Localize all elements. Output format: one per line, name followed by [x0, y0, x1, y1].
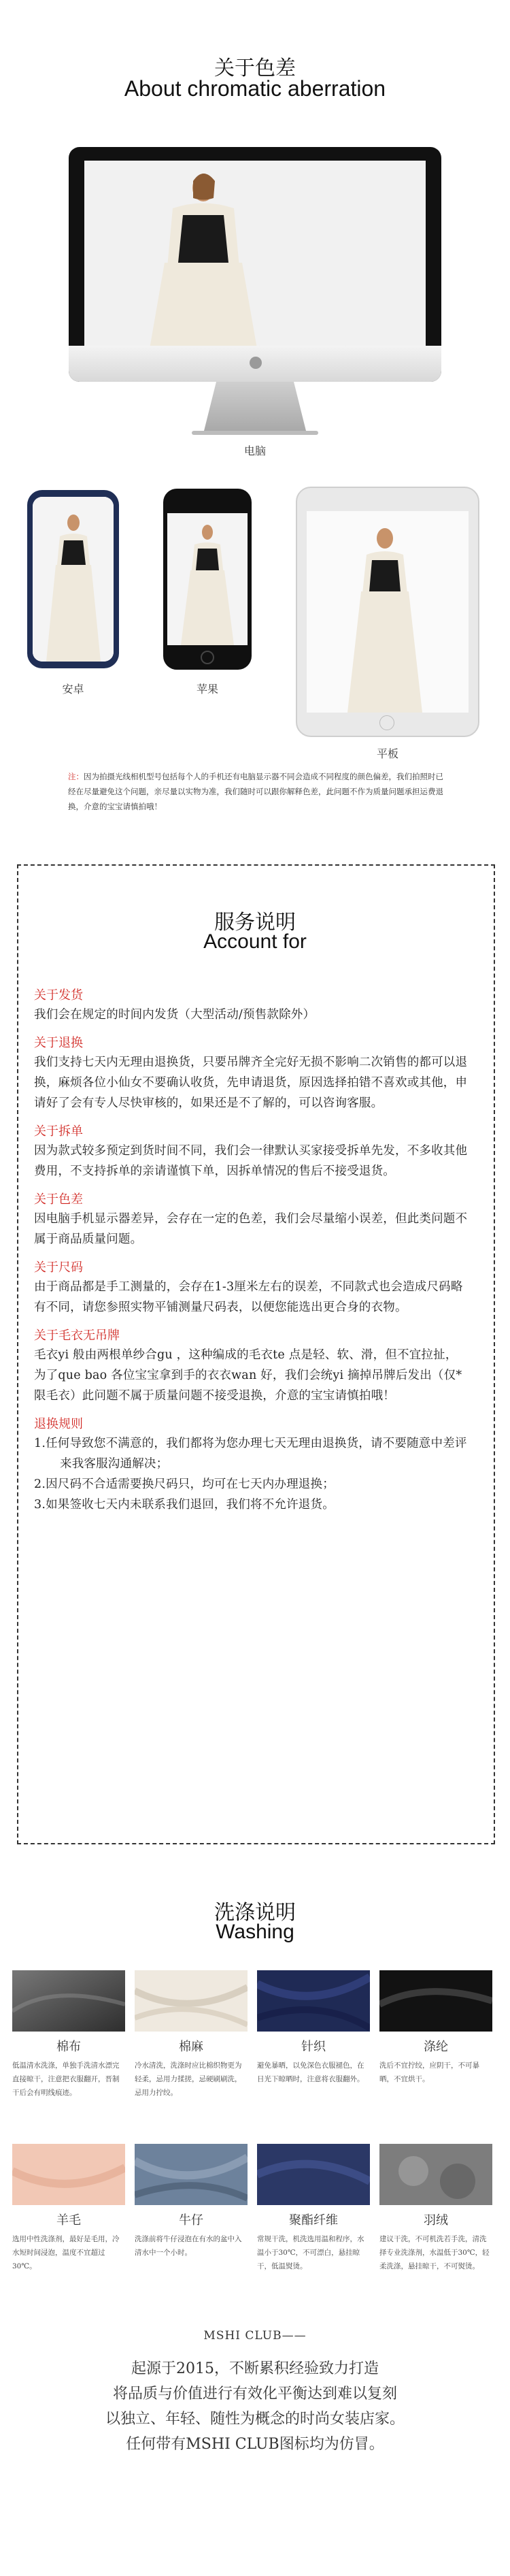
device-label-tablet: 平板 [376, 747, 398, 760]
wash-name-linen: 棉麻 [179, 2040, 203, 2054]
service-section-split-order [34, 1123, 469, 1181]
section-heading: 关于拆单 [34, 1124, 83, 1139]
polyester-fiber-swatch-icon [257, 2144, 370, 2205]
wash-name-polyester: 涤纶 [424, 2040, 448, 2054]
home-button-icon [201, 651, 214, 664]
monitor-stand-base [192, 431, 318, 435]
wash-name-down: 羽绒 [424, 2213, 448, 2228]
wash-name-cotton: 棉布 [56, 2040, 81, 2054]
note-prefix: 注： [68, 772, 84, 781]
knit-fabric-swatch-icon [257, 1970, 370, 2032]
apple-logo-icon [250, 357, 262, 369]
denim-fabric-swatch-icon [135, 2144, 248, 2205]
rule-item: 1.任何导致您不满意的，我们都将为您办理七天无理由退换货，请不要随意中差评来我客服沟通解决； [34, 1437, 467, 1471]
section-heading: 关于发货 [34, 988, 83, 1002]
linen-fabric-swatch-icon [135, 1970, 248, 2032]
rules-heading: 退换规则 [34, 1417, 83, 1431]
wash-desc-knit: 避免暴晒，以免深色衣服褪色，在日光下晾晒时，注意将衣服翻外。 [257, 2061, 364, 2083]
section-heading: 关于毛衣无吊牌 [34, 1328, 120, 1343]
wash-desc-polyester: 洗后不宜拧绞，应阴干，不可暴晒，不宜烘干。 [379, 2061, 479, 2083]
brand-line: 起源于2015，不断累积经验致力打造 [131, 2360, 379, 2377]
section-body: 我们会在规定的时间内发货（大型活动/预售款除外） [34, 1008, 316, 1022]
brand-lines [0, 2356, 510, 2457]
section-body: 毛衣yi 般由两根单纱合gu ，这种编成的毛衣te 点是轻、软、滑，但不宜拉扯，为了que bao 各位宝宝拿到手的衣衣wan 好，我们会统yi 摘掉吊牌后发出（仅*限毛衣）此问题不属于质量问题不接受退换，介意的宝宝请慎拍哦！ [34, 1348, 462, 1403]
section-heading: 关于退换 [34, 1036, 83, 1050]
wash-name-knit: 针织 [301, 2040, 326, 2054]
services-title-cn: 服务说明 [214, 911, 296, 934]
service-section-color-difference [34, 1191, 469, 1250]
android-screen-photo [33, 497, 114, 662]
section-body: 由于商品都是手工测量的，会存在1-3厘米左右的误差，不同款式也会造成尺码略有不同，请您参照实物平铺测量尺码表，以便您能选出更合身的衣物。 [34, 1280, 463, 1314]
tablet [296, 487, 479, 737]
wash-name-wool: 羊毛 [56, 2213, 81, 2228]
washing-title-en: Washing [216, 1921, 294, 1943]
monitor-stand [204, 382, 306, 431]
cotton-fabric-swatch-icon [12, 1970, 125, 2032]
service-section-rules [34, 1416, 469, 1515]
device-label-android: 安卓 [62, 683, 84, 696]
section-heading: 关于色差 [34, 1192, 83, 1207]
wash-name-polyester-fiber: 聚酯纤维 [289, 2213, 338, 2228]
rules-list [34, 1433, 469, 1515]
iphone-screen-photo [167, 513, 248, 645]
rule-item: 2.因尺码不合适需要换尺码只，均可在七天内办理退换； [34, 1478, 335, 1491]
service-section-shipping [34, 987, 469, 1025]
wash-name-denim: 牛仔 [179, 2213, 203, 2228]
wash-desc-linen: 冷水清洗，洗涤时应比棉织物更为轻柔，忌用力揉搓，忌硬刷刷洗，忌用力拧绞。 [135, 2061, 242, 2097]
section-body: 因电脑手机显示器差异，会存在一定的色差，我们会尽量缩小误差，但此类问题不属于商品质量问题。 [34, 1212, 468, 1246]
aberration-note [68, 769, 449, 814]
section-body: 因为款式较多预定到货时间不同，我们会一律默认买家接受拆单先发，不多收其他费用，不支持拆单的亲请谨慎下单，因拆单情况的售后不接受退货。 [34, 1144, 468, 1178]
service-section-size [34, 1259, 469, 1318]
monitor-screen-photo [84, 161, 426, 353]
tablet-home-button-icon [379, 715, 394, 730]
device-label-computer: 电脑 [243, 444, 266, 457]
down-fabric-swatch-icon [379, 2144, 492, 2205]
wash-desc-polyester-fiber: 常规干洗，机洗选用温和程序，水温小于30℃，不可漂白，悬挂晾干，低温熨烫。 [257, 2235, 364, 2270]
services-title-en: Account for [203, 930, 307, 953]
wool-fabric-swatch-icon [12, 2144, 125, 2205]
service-section-return [34, 1034, 469, 1113]
polyester-fabric-swatch-icon [379, 1970, 492, 2032]
service-sections [34, 987, 469, 1515]
brand-line: 将品质与价值进行有效化平衡达到难以复刻 [112, 2385, 397, 2402]
iphone [163, 489, 252, 670]
washing-title-cn: 洗涤说明 [214, 1901, 296, 1925]
device-label-apple: 苹果 [196, 683, 218, 696]
wash-desc-down: 建议干洗，不可机洗若手洗，清洗择专业洗涤剂，水温低于30℃，轻柔洗涤，悬挂晾干，不可熨烫。 [379, 2235, 490, 2270]
aberration-title-en: About chromatic aberration [124, 76, 386, 101]
brand-line: 以独立、年轻、随性为概念的时尚女装店家。 [105, 2411, 405, 2428]
wash-desc-denim: 洗涤前将牛仔浸泡在有水的盆中入清水中一个小时。 [135, 2235, 242, 2257]
brand-line: 任何带有MSHI CLUB图标均为仿冒。 [126, 2436, 384, 2453]
android-phone [27, 490, 119, 668]
brand-title: MSHI CLUB—— [203, 2329, 307, 2343]
note-text: 因为拍摄光线相机型号包括每个人的手机还有电脑显示器不同会造成不同程度的颜色偏差，我们拍照时已经在尽量避免这个问题，亲尽量以实物为准，我们随时可以跟你解释色差，此问题不作为质量问题承担运费退换，介意的宝宝请慎拍哦！ [68, 772, 443, 811]
service-section-sweater-tag [34, 1327, 469, 1406]
wash-desc-cotton: 低温清水洗涤，单独手洗清水漂完直接晾干，注意把衣服翻开，晋制干后会有明线痕迹。 [12, 2061, 120, 2097]
wash-desc-wool: 选用中性洗涤剂，最好是毛用，冷水短时间浸泡，温度不宜超过30℃。 [12, 2235, 120, 2270]
aberration-title-cn: 关于色差 [214, 56, 296, 80]
section-body: 我们支持七天内无理由退换货，只要吊牌齐全完好无损不影响二次销售的都可以退换，麻烦各位小仙女不要确认收货，先申请退货，原因选择拍错不喜欢或其他，申请好了会有专人尽快审核的，如果还是不了解的，可以咨询客服。 [34, 1056, 468, 1110]
rule-item: 3.如果签收七天内未联系我们退回，我们将不允许退货。 [34, 1498, 335, 1512]
tablet-screen-photo [307, 511, 469, 713]
section-heading: 关于尺码 [34, 1260, 83, 1275]
